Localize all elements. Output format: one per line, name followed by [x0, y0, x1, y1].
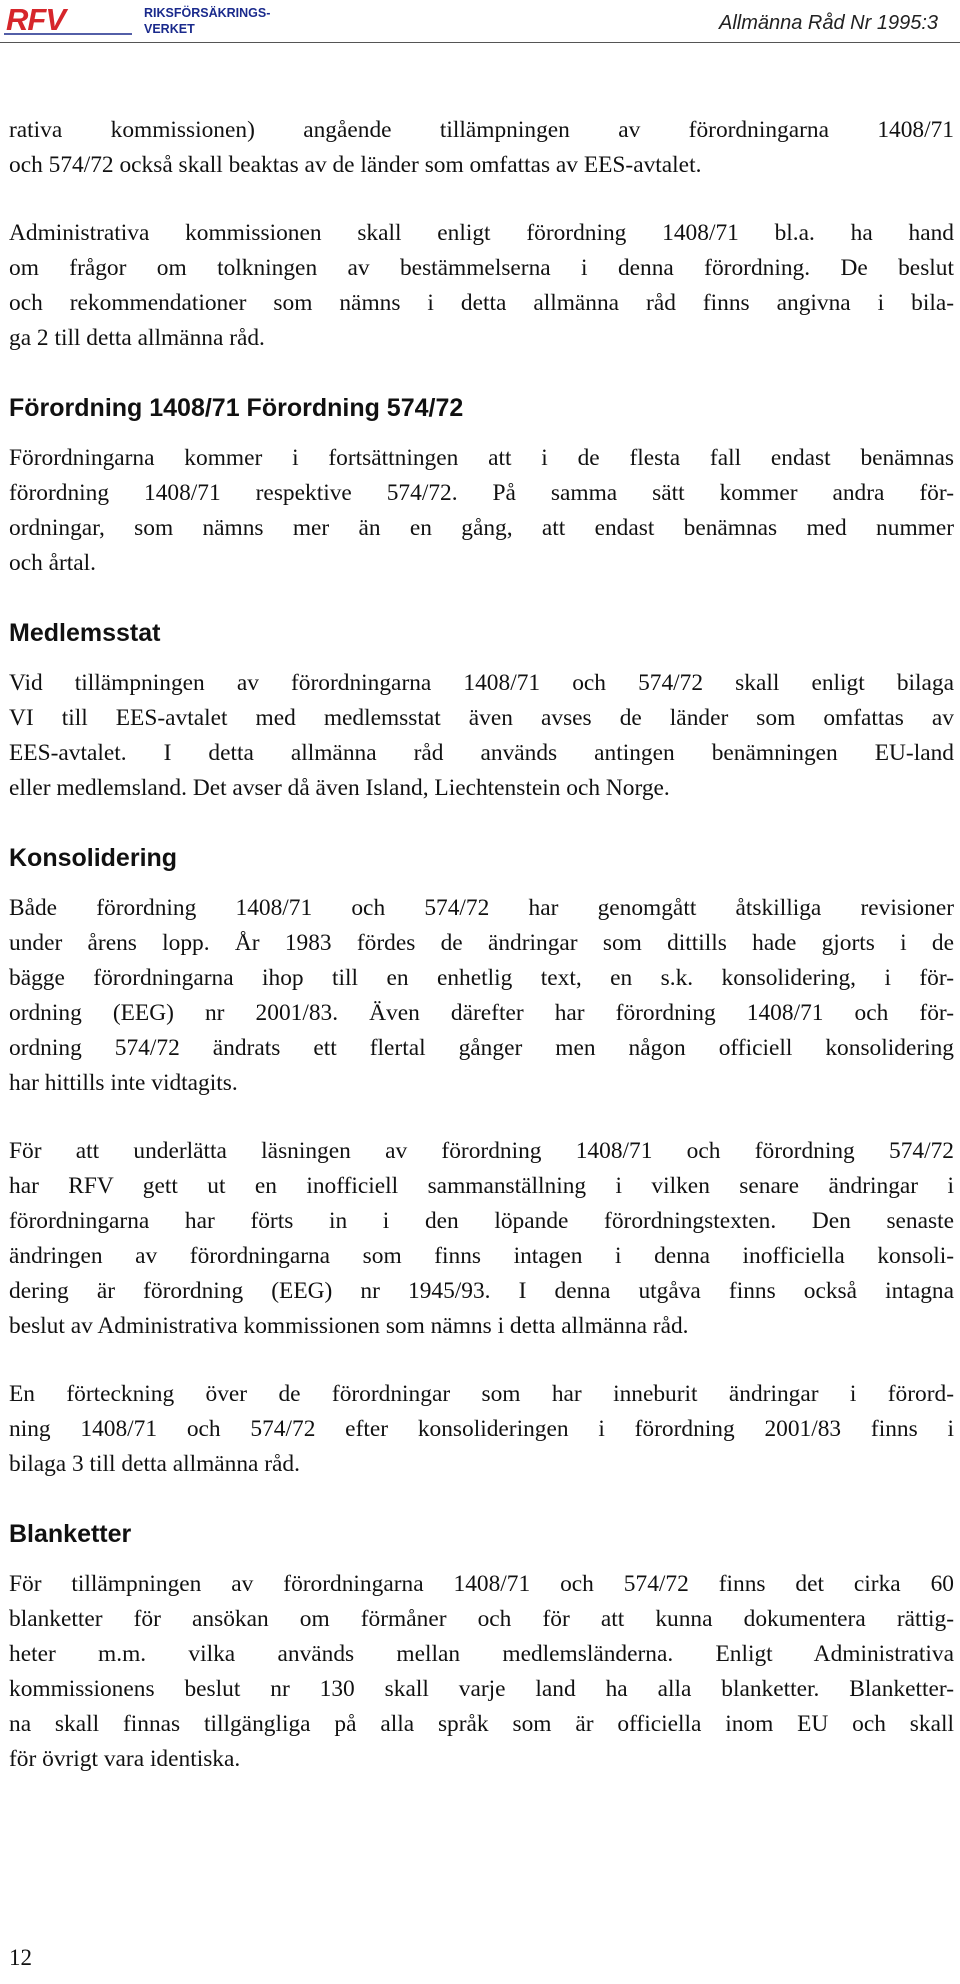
text-line: bägge förordningarna ihop till en enhetlig text, en s.k. konsolidering, i för-: [9, 965, 954, 991]
text-line: om frågor om tolkningen av bestämmelserna i denna förordning. De beslut: [9, 255, 954, 281]
text-line: ga 2 till detta allmänna råd.: [9, 325, 265, 351]
logo-letters: RFV: [6, 4, 65, 36]
text-line: beslut av Administrativa kommissionen som nämns i detta allmänna råd.: [9, 1313, 689, 1339]
paragraph: [9, 1567, 954, 1777]
text-line: na skall finnas tillgängliga på alla språk som är officiella inom EU och skall: [9, 1711, 954, 1737]
text-line: och 574/72 också skall beaktas av de länder som omfattas av EES-avtalet.: [9, 152, 702, 178]
paragraph: [9, 441, 954, 581]
text-line: och rekommendationer som nämns i detta allmänna råd finns angivna i bila-: [9, 290, 954, 316]
rfv-logo: [4, 4, 274, 36]
document-body: [9, 113, 954, 1810]
text-line: Vid tillämpningen av förordningarna 1408/71 och 574/72 skall enligt bilaga: [9, 670, 954, 696]
text-line: ordning (EEG) nr 2001/83. Även därefter har förordning 1408/71 och för-: [9, 1000, 954, 1026]
page-header: [0, 0, 960, 46]
section: [9, 113, 954, 356]
section: [9, 618, 954, 806]
text-line: bilaga 3 till detta allmänna råd.: [9, 1451, 300, 1477]
text-line: heter m.m. vilka används mellan medlemsländerna. Enligt Administrativa: [9, 1641, 954, 1667]
paragraph: [9, 891, 954, 1101]
paragraph: [9, 666, 954, 806]
text-line: ning 1408/71 och 574/72 efter konsolideringen i förordning 2001/83 finns i: [9, 1416, 954, 1442]
text-line: ordningar, som nämns mer än en gång, att endast benämnas med nummer: [9, 515, 954, 541]
text-line: VI till EES-avtalet med medlemsstat även avses de länder som omfattas av: [9, 705, 954, 731]
paragraph: [9, 1134, 954, 1344]
text-line: Administrativa kommissionen skall enligt förordning 1408/71 bl.a. ha hand: [9, 220, 954, 246]
text-line: blanketter för ansökan om förmåner och för att kunna dokumentera rättig-: [9, 1606, 954, 1632]
paragraph: [9, 1377, 954, 1482]
paragraph: [9, 113, 954, 183]
text-line: ordning 574/72 ändrats ett flertal gånger men någon officiell konsolidering: [9, 1035, 954, 1061]
logo-line1: RIKSFÖRSÄKRINGS-: [144, 6, 271, 20]
section-heading: Konsolidering: [9, 844, 178, 872]
text-line: förordningarna har förts in i den löpande förordningstexten. Den senaste: [9, 1208, 954, 1234]
section: [9, 843, 954, 1482]
text-line: För att underlätta läsningen av förordning 1408/71 och förordning 574/72: [9, 1138, 954, 1164]
text-line: under årens lopp. År 1983 fördes de ändringar som dittills hade gjorts i de: [9, 930, 954, 956]
text-line: rativa kommissionen) angående tillämpningen av förordningarna 1408/71: [9, 117, 954, 143]
section: [9, 393, 954, 581]
text-line: förordning 1408/71 respektive 574/72. På samma sätt kommer andra för-: [9, 480, 954, 506]
document-series-title: Allmänna Råd Nr 1995:3: [718, 12, 938, 34]
text-line: Både förordning 1408/71 och 574/72 har genomgått åtskilliga revisioner: [9, 895, 954, 921]
text-line: har hittills inte vidtagits.: [9, 1070, 238, 1096]
text-line: EES-avtalet. I detta allmänna råd används antingen benämningen EU-land: [9, 740, 954, 766]
section-heading: Blanketter: [9, 1520, 132, 1548]
text-line: och årtal.: [9, 550, 97, 576]
text-line: En förteckning över de förordningar som har inneburit ändringar i förord-: [9, 1381, 954, 1407]
page-number: 12: [9, 1945, 32, 1970]
text-line: dering är förordning (EEG) nr 1945/93. I denna utgåva finns också intagna: [9, 1278, 954, 1304]
text-line: för övrigt vara identiska.: [9, 1746, 241, 1772]
text-line: har RFV gett ut en inofficiell sammanställning i vilken senare ändringar i: [9, 1173, 954, 1199]
text-line: För tillämpningen av förordningarna 1408/71 och 574/72 finns det cirka 60: [9, 1571, 954, 1597]
paragraph: [9, 216, 954, 356]
text-line: Förordningarna kommer i fortsättningen att i de flesta fall endast benämnas: [9, 445, 954, 471]
section: [9, 1519, 954, 1777]
text-line: ändringen av förordningarna som finns intagen i denna inofficiella konsoli-: [9, 1243, 954, 1269]
text-line: eller medlemsland. Det avser då även Island, Liechtenstein och Norge.: [9, 775, 670, 801]
header-divider: [0, 42, 960, 43]
section-heading: Medlemsstat: [9, 619, 161, 647]
text-line: kommissionens beslut nr 130 skall varje land ha alla blanketter. Blanketter-: [9, 1676, 954, 1702]
section-heading: Förordning 1408/71 Förordning 574/72: [9, 394, 464, 422]
logo-line2: VERKET: [144, 22, 195, 36]
